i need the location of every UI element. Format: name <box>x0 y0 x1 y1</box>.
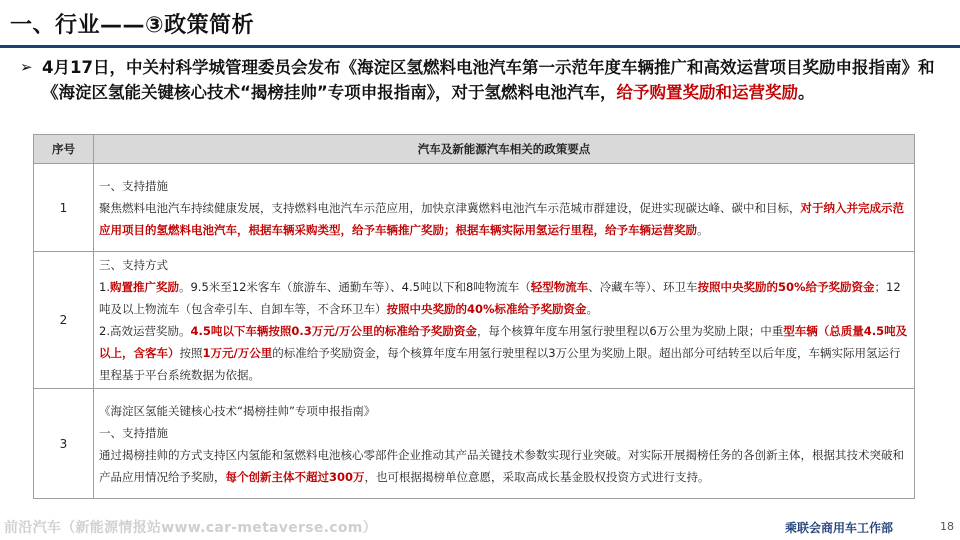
text-run: 1. <box>99 280 110 294</box>
header-policy-points: 汽车及新能源汽车相关的政策要点 <box>94 135 915 164</box>
row-line: 一、支持措施 <box>99 178 168 193</box>
intro-text <box>42 55 940 105</box>
row-highlight: 轻型物流车 <box>530 280 589 294</box>
text-run: 按照 <box>179 346 203 360</box>
text-run: ；12吨及以上物流车（包含牵引车、自卸车等，不含环卫车） <box>99 280 901 316</box>
page-number: 18 <box>940 520 954 533</box>
text-run: 、冷藏车等）、环卫车 <box>588 280 698 294</box>
bullet-arrow-icon: ➢ <box>20 58 33 76</box>
row-highlight: 按照中央奖励的50%给予奖励资金 <box>697 280 875 294</box>
text-run: 的标准给予奖励资金，每个核算年度车用氢行驶里程以3万公里为奖励上限。超出部分可结转至以后年度，车辆实际用氢运行里程基于平台系统数据为依据。 <box>99 346 901 382</box>
footer-organization: 乘联会商用车工作部 <box>785 521 894 535</box>
text-run: 。 <box>586 302 599 316</box>
row-line-end: 。 <box>697 222 709 237</box>
row-highlight: 4.5吨以下车辆按照0.3万元/万公里的标准给予奖励资金 <box>190 324 477 338</box>
row-number: 1 <box>34 164 94 252</box>
intro-text-main: 4月17日，中关村科学城管理委员会发布《海淀区氢燃料电池汽车第一示范年度车辆推广和高效运营项目奖励申报指南》和《海淀区氢能关键核心技术“揭榜挂帅”专项申报指南》，对于氢燃料电池汽车， <box>42 58 935 102</box>
row-line: 三、支持方式 <box>99 258 168 272</box>
row-content <box>94 164 915 252</box>
table-row <box>34 252 915 389</box>
row-paragraph <box>99 320 909 386</box>
row-highlight: 按照中央奖励的40%标准给予奖励资金 <box>386 302 587 316</box>
text-run: ，每个核算年度车用氢行驶里程以6万公里为奖励上限；中重 <box>476 324 784 338</box>
watermark-source: 前沿汽车（新能源情报站www.car-metaverse.com） <box>4 520 377 536</box>
row-number: 2 <box>34 252 94 389</box>
row-line: 《海淀区氢能关键核心技术“揭榜挂帅”专项申报指南》 <box>99 403 376 418</box>
row-line: 一、支持措施 <box>99 425 168 440</box>
row-content <box>94 389 915 499</box>
row-number: 3 <box>34 389 94 499</box>
table-row <box>34 389 915 499</box>
row-line: 聚焦燃料电池汽车持续健康发展，支持燃料电池汽车示范应用，加快京津冀燃料电池汽车示范城市群建设，促进实现碳达峰、碳中和目标， <box>99 200 801 215</box>
row-highlight: 型车辆（总质量4.5吨及以上，含客车） <box>99 324 908 360</box>
row-highlight: 1万元/万公里 <box>202 346 273 360</box>
row-line-end: ，也可根据揭榜单位意愿，采取高成长基金股权投资方式进行支持。 <box>364 469 710 484</box>
row-paragraph <box>99 276 909 320</box>
text-run: 。9.5米至12米客车（旅游车、通勤车等）、4.5吨以下和8吨物流车（ <box>178 280 531 294</box>
row-highlight: 每个创新主体不超过300万 <box>225 469 365 484</box>
row-highlight: 购置推广奖励 <box>109 280 179 294</box>
page-title: 一、行业——③政策简析 <box>10 13 255 38</box>
table-row <box>34 164 915 252</box>
row-highlight: 对于纳入并完成示范应用项目的氢燃料电池汽车，根据车辆采购类型，给予车辆推广奖励；根据车辆实际用氢运行里程，给予车辆运营奖励 <box>99 200 904 237</box>
intro-end: 。 <box>797 83 815 102</box>
intro-paragraph <box>20 55 940 105</box>
row-content <box>94 252 915 389</box>
policy-table <box>33 134 915 499</box>
table-header-row <box>34 135 915 164</box>
header-seq: 序号 <box>34 135 94 164</box>
row-line: 通过揭榜挂帅的方式支持区内氢能和氢燃料电池核心零部件企业推动其产品关键技术参数实现行业突破。对实际开展揭榜任务的各创新主体，根据其技术突破和产品应用情况给予奖励， <box>99 447 904 484</box>
title-divider <box>0 45 960 48</box>
intro-highlight: 给予购置奖励和运营奖励 <box>616 83 798 102</box>
text-run: 2.高效运营奖励。 <box>99 324 191 338</box>
